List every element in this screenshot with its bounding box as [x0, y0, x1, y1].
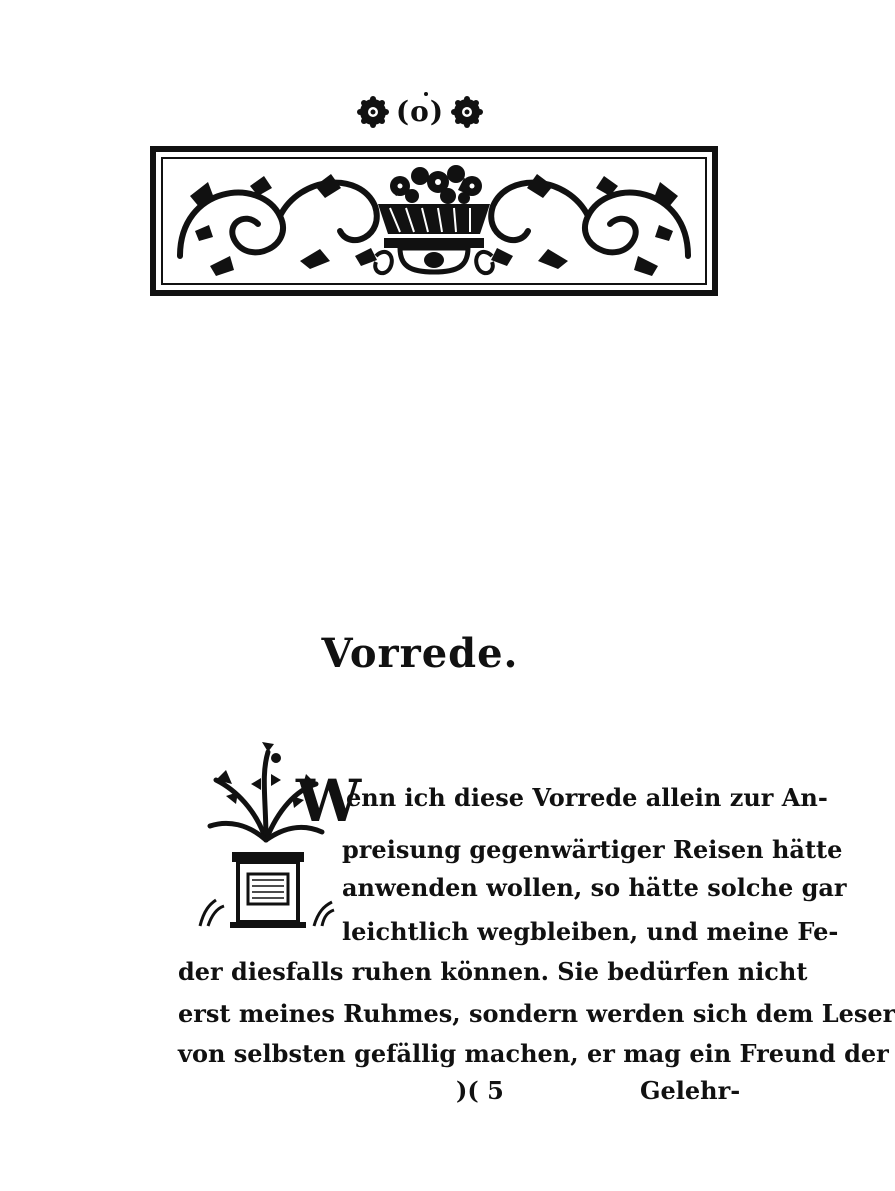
text-line: leichtlich wegbleiben, und meine Fe-: [342, 917, 839, 946]
text-line: erst meines Ruhmes, sondern werden sich dem Leser: [178, 999, 895, 1028]
text-line: preisung gegenwärtiger Reisen hätte: [342, 835, 843, 864]
text-line: von selbsten gefällig machen, er mag ein Freund der: [178, 1039, 889, 1068]
floral-basket-headpiece-icon: [150, 146, 718, 296]
top-ornament-row: [0, 92, 840, 132]
page-title: Vorrede.: [321, 630, 519, 677]
left-rosette-icon: [358, 97, 388, 127]
center-ornament-mark: (o): [395, 95, 445, 128]
text-line: enn ich diese Vorrede allein zur An-: [346, 783, 828, 812]
right-rosette-icon: [452, 97, 482, 127]
text-line: anwenden wollen, so hätte solche gar: [342, 873, 847, 902]
text-line: der diesfalls ruhen können. Sie bedürfen nicht: [178, 957, 808, 986]
catchword: Gelehr-: [640, 1076, 741, 1105]
dropcap-letter: W: [296, 767, 362, 835]
signature-mark: )( 5: [456, 1076, 504, 1105]
